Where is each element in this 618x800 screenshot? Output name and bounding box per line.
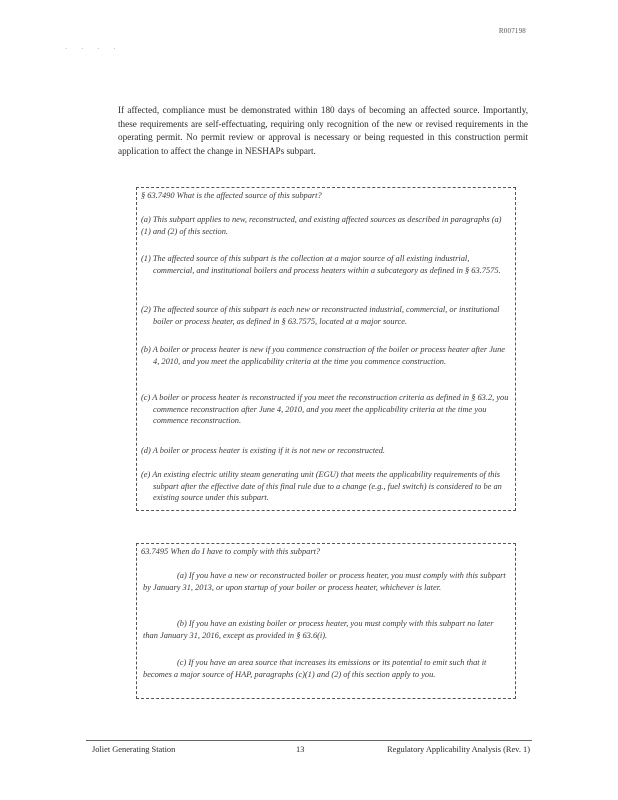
box1-title: § 63.7490 What is the affected source of this subpart?: [141, 191, 322, 200]
box1-paragraph-b: (b) A boiler or process heater is new if you commence construction of the boiler or process heater after June 4, 2010, and you meet the applicability criteria at the time you commence construction.: [141, 345, 506, 366]
footer-station-name: Joliet Generating Station: [92, 745, 176, 754]
footer-page-number: 13: [296, 745, 305, 754]
box1-paragraph-a2: (2) The affected source of this subpart is each new or reconstructed industrial, commercial, or institutional boiler or process heater, as defined in § 63.7575, located at a major source.: [141, 305, 500, 326]
footer-document-title: Regulatory Applicability Analysis (Rev. 1): [387, 745, 530, 754]
box2-paragraph-c: (c) If you have an area source that increases its emissions or its potential to emit such that it becomes a major source of HAP, paragraphs (c)(1) and (2) of this section apply to you.: [143, 658, 487, 679]
box1-paragraph-a: (a) This subpart applies to new, reconstructed, and existing affected sources as described in paragraphs (a)(1) and (2) of this section.: [141, 215, 502, 236]
box1-paragraph-c: (c) A boiler or process heater is reconstructed if you meet the reconstruction criteria as defined in § 63.2, you commence reconstruction after June 4, 2010, and you meet the applicability criteria at the time you commence reconstruction.: [141, 393, 509, 426]
regulation-box-applicability: [136, 187, 516, 511]
intro-paragraph: If affected, compliance must be demonstrated within 180 days of becoming an affected source. Importantly, these requirements are self-effectuating, requiring only recognition of the new or revised requirements in the operating permit. No permit review or approval is necessary or being requested in this construction permit application to affect the change in NESHAPs subpart.: [118, 105, 528, 156]
regulation-box-compliance: [136, 543, 516, 699]
box2-title: 63.7495 When do I have to comply with this subpart?: [141, 547, 321, 556]
page-footer: [86, 740, 532, 758]
box2-paragraph-b: (b) If you have an existing boiler or process heater, you must comply with this subpart no later than January 31, 2016, except as provided in § 63.6(i).: [143, 619, 494, 640]
box1-paragraph-e: (e) An existing electric utility steam generating unit (EGU) that meets the applicability requirements of this subpart after the effective date of this final rule due to a change (e.g., fuel switch) is considered to be an existing source under this subpart.: [141, 470, 502, 503]
bates-number: R007198: [498, 27, 526, 35]
corner-marks: · · · ·: [65, 45, 122, 53]
box2-paragraph-a: (a) If you have a new or reconstructed boiler or process heater, you must comply with this subpart by January 31, 2013, or upon startup of your boiler or process heater, whichever is later.: [143, 571, 506, 592]
box1-paragraph-a1: (1) The affected source of this subpart is the collection at a major source of all existing industrial, commercial, and institutional boilers and process heaters within a subcategory as defined in § 63.7575.: [141, 254, 501, 275]
box1-paragraph-d: (d) A boiler or process heater is existing if it is not new or reconstructed.: [141, 446, 386, 455]
